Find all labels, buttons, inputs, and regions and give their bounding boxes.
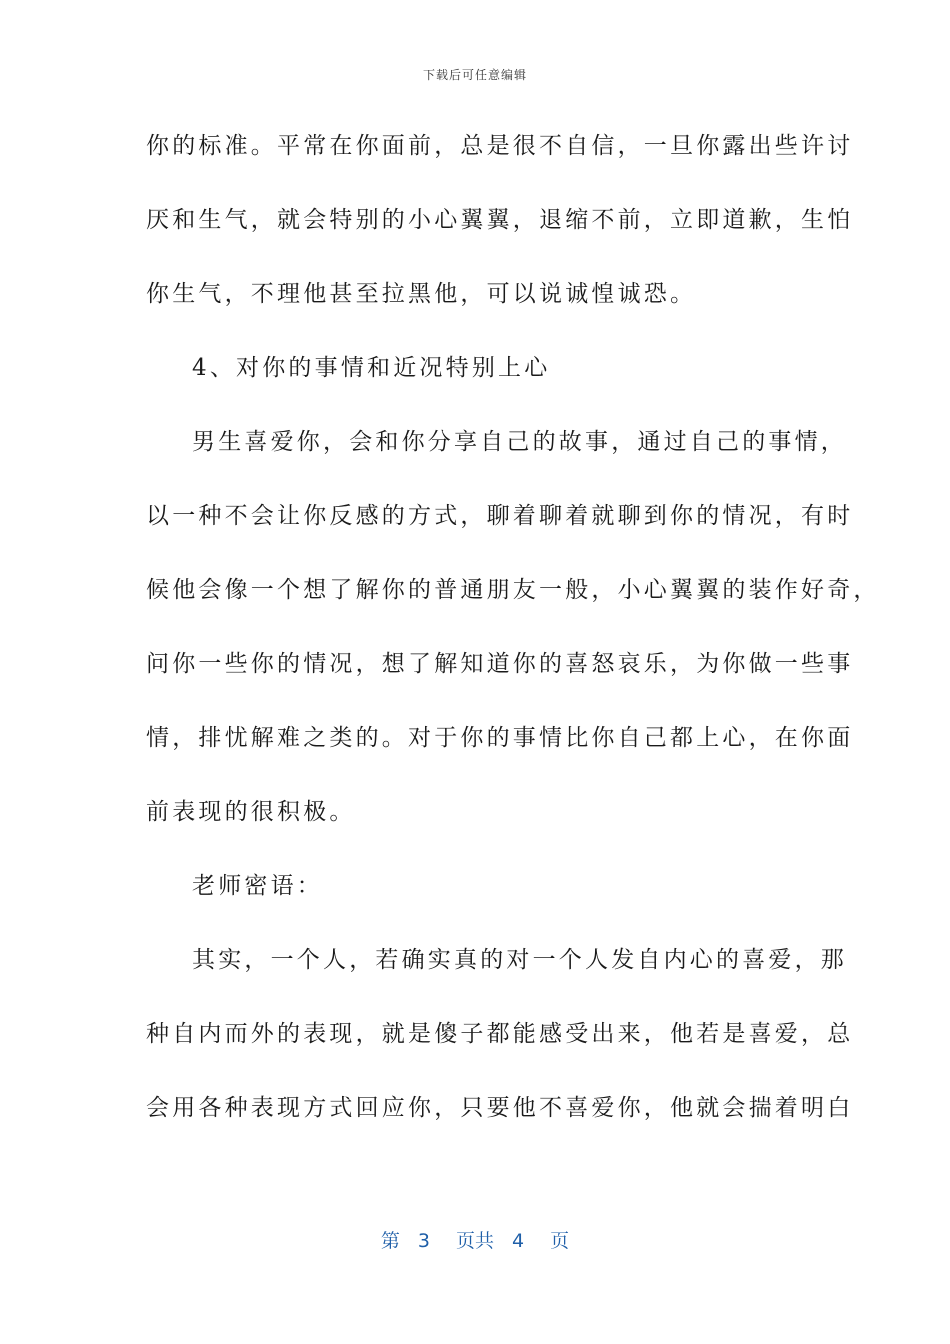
- section-heading: 老师密语：: [192, 873, 323, 899]
- body-line: 问你一些你的情况，想了解知道你的喜怒哀乐，为你做一些事: [146, 651, 854, 677]
- body-line: 男生喜爱你，会和你分享自己的故事，通过自己的事情，: [192, 429, 847, 455]
- body-line: 候他会像一个想了解你的普通朋友一般，小心翼翼的装作好奇，: [146, 577, 880, 603]
- body-line: 情，排忧解难之类的。对于你的事情比你自己都上心，在你面: [146, 725, 854, 751]
- body-line: 前表现的很积极。: [146, 799, 356, 825]
- section-heading: 4、对你的事情和近况特别上心: [192, 355, 551, 381]
- footer-label-end: 页: [550, 1230, 570, 1252]
- body-line: 你生气，不理他甚至拉黑他，可以说诚惶诚恐。: [146, 281, 697, 307]
- body-line: 其实，一个人，若确实真的对一个人发自内心的喜爱，那: [192, 947, 847, 973]
- body-line: 种自内而外的表现，就是傻子都能感受出来，他若是喜爱，总: [146, 1021, 854, 1047]
- footer-total-pages: 4: [512, 1230, 525, 1252]
- footer-current-page: 3: [417, 1230, 430, 1252]
- page-footer: [0, 1226, 950, 1253]
- body-line: 厌和生气，就会特别的小心翼翼，退缩不前，立即道歉，生怕: [146, 207, 854, 233]
- footer-label-page: 第: [380, 1230, 400, 1252]
- header-note: 下载后可任意编辑: [422, 68, 527, 82]
- body-line: 会用各种表现方式回应你，只要他不喜爱你，他就会揣着明白: [146, 1095, 854, 1121]
- body-line: 以一种不会让你反感的方式，聊着聊着就聊到你的情况，有时: [146, 503, 854, 529]
- body-line: 你的标准。平常在你面前，总是很不自信，一旦你露出些许讨: [146, 133, 854, 159]
- footer-label-of: 页共: [455, 1230, 494, 1252]
